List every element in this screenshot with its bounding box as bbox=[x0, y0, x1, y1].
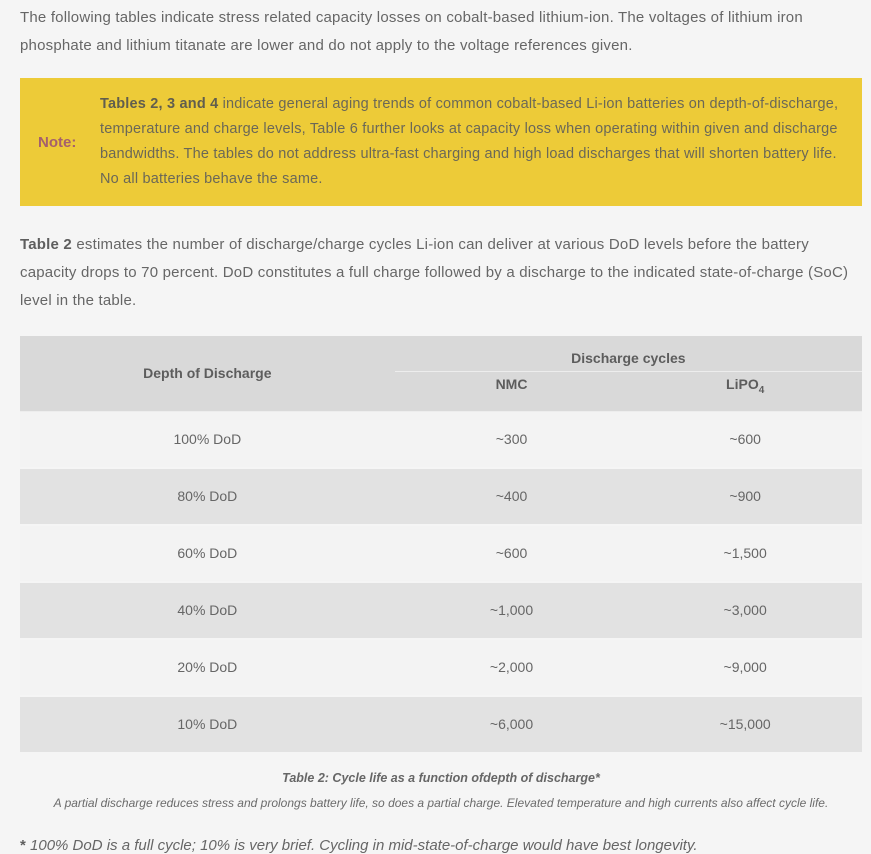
dod-cell: 80% DoD bbox=[20, 468, 395, 525]
footnote bbox=[20, 837, 862, 854]
footnote-asterisk: * bbox=[20, 836, 26, 854]
lipo4-label: LiPO bbox=[726, 376, 759, 392]
table2-intro-lead: Table 2 bbox=[20, 236, 72, 253]
column-group-header-discharge-cycles: Discharge cycles bbox=[395, 336, 862, 372]
intro-paragraph: The following tables indicate stress related capacity losses on cobalt-based lithium-ion. The voltages of lithium iron phosphate and lithium titanate are lower and do not apply to the voltage references given. bbox=[20, 9, 803, 54]
nmc-cell: ~1,000 bbox=[395, 582, 629, 639]
column-header-lipo4 bbox=[628, 372, 862, 412]
lipo4-cell: ~3,000 bbox=[628, 582, 862, 639]
note-label: Note: bbox=[38, 133, 77, 151]
nmc-cell: ~300 bbox=[395, 411, 629, 468]
dod-cell: 40% DoD bbox=[20, 582, 395, 639]
dod-cell: 100% DoD bbox=[20, 411, 395, 468]
table-row bbox=[20, 639, 862, 696]
lipo4-cell: ~1,500 bbox=[628, 525, 862, 582]
note-box bbox=[20, 78, 862, 206]
lipo4-cell: ~15,000 bbox=[628, 696, 862, 753]
note-lead-text: Tables 2, 3 and 4 bbox=[100, 96, 219, 112]
table-body bbox=[20, 411, 862, 753]
table-header bbox=[20, 336, 862, 411]
lipo4-cell: ~900 bbox=[628, 468, 862, 525]
column-header-depth-of-discharge: Depth of Discharge bbox=[20, 336, 395, 411]
column-header-nmc bbox=[395, 372, 629, 412]
table2-cycle-life-table bbox=[20, 336, 862, 754]
dod-cell: 10% DoD bbox=[20, 696, 395, 753]
nmc-cell: ~400 bbox=[395, 468, 629, 525]
table-row bbox=[20, 525, 862, 582]
table-header-row-group bbox=[20, 336, 862, 372]
dod-cell: 60% DoD bbox=[20, 525, 395, 582]
nmc-cell: ~2,000 bbox=[395, 639, 629, 696]
table2-intro-paragraph bbox=[20, 231, 862, 315]
lipo4-cell: ~600 bbox=[628, 411, 862, 468]
lipo4-cell: ~9,000 bbox=[628, 639, 862, 696]
table-row bbox=[20, 582, 862, 639]
nmc-cell: ~600 bbox=[395, 525, 629, 582]
table2-intro-text: estimates the number of discharge/charge cycles Li-ion can deliver at various DoD levels before the battery capacity drops to 70 percent. DoD constitutes a full charge followed by a discharge to the indicated state-of-charge (SoC) level in the table. bbox=[20, 236, 849, 309]
lipo4-subscript: 4 bbox=[758, 384, 765, 396]
table-caption-title: Table 2: Cycle life as a function ofdepth of discharge* bbox=[282, 770, 600, 785]
nmc-label: NMC bbox=[495, 376, 528, 392]
table-row bbox=[20, 696, 862, 753]
table-row bbox=[20, 468, 862, 525]
dod-cell: 20% DoD bbox=[20, 639, 395, 696]
table-row bbox=[20, 411, 862, 468]
table-caption-subtitle: A partial discharge reduces stress and prolongs battery life, so does a partial charge. Elevated temperature and high currents also affect cycle life. bbox=[53, 795, 829, 810]
footnote-text: 100% DoD is a full cycle; 10% is very brief. Cycling in mid-state-of-charge would have best longevity. bbox=[25, 836, 698, 854]
nmc-cell: ~6,000 bbox=[395, 696, 629, 753]
note-body bbox=[100, 92, 846, 192]
note-body-text: indicate general aging trends of common cobalt-based Li-ion batteries on depth-of-discharge, temperature and charge levels, Table 6 further looks at capacity loss when operating within given and discharge bandwidths. The tables do not address ultra-fast charging and high load discharges that will shorten battery life. No all batteries behave the same. bbox=[100, 96, 839, 187]
